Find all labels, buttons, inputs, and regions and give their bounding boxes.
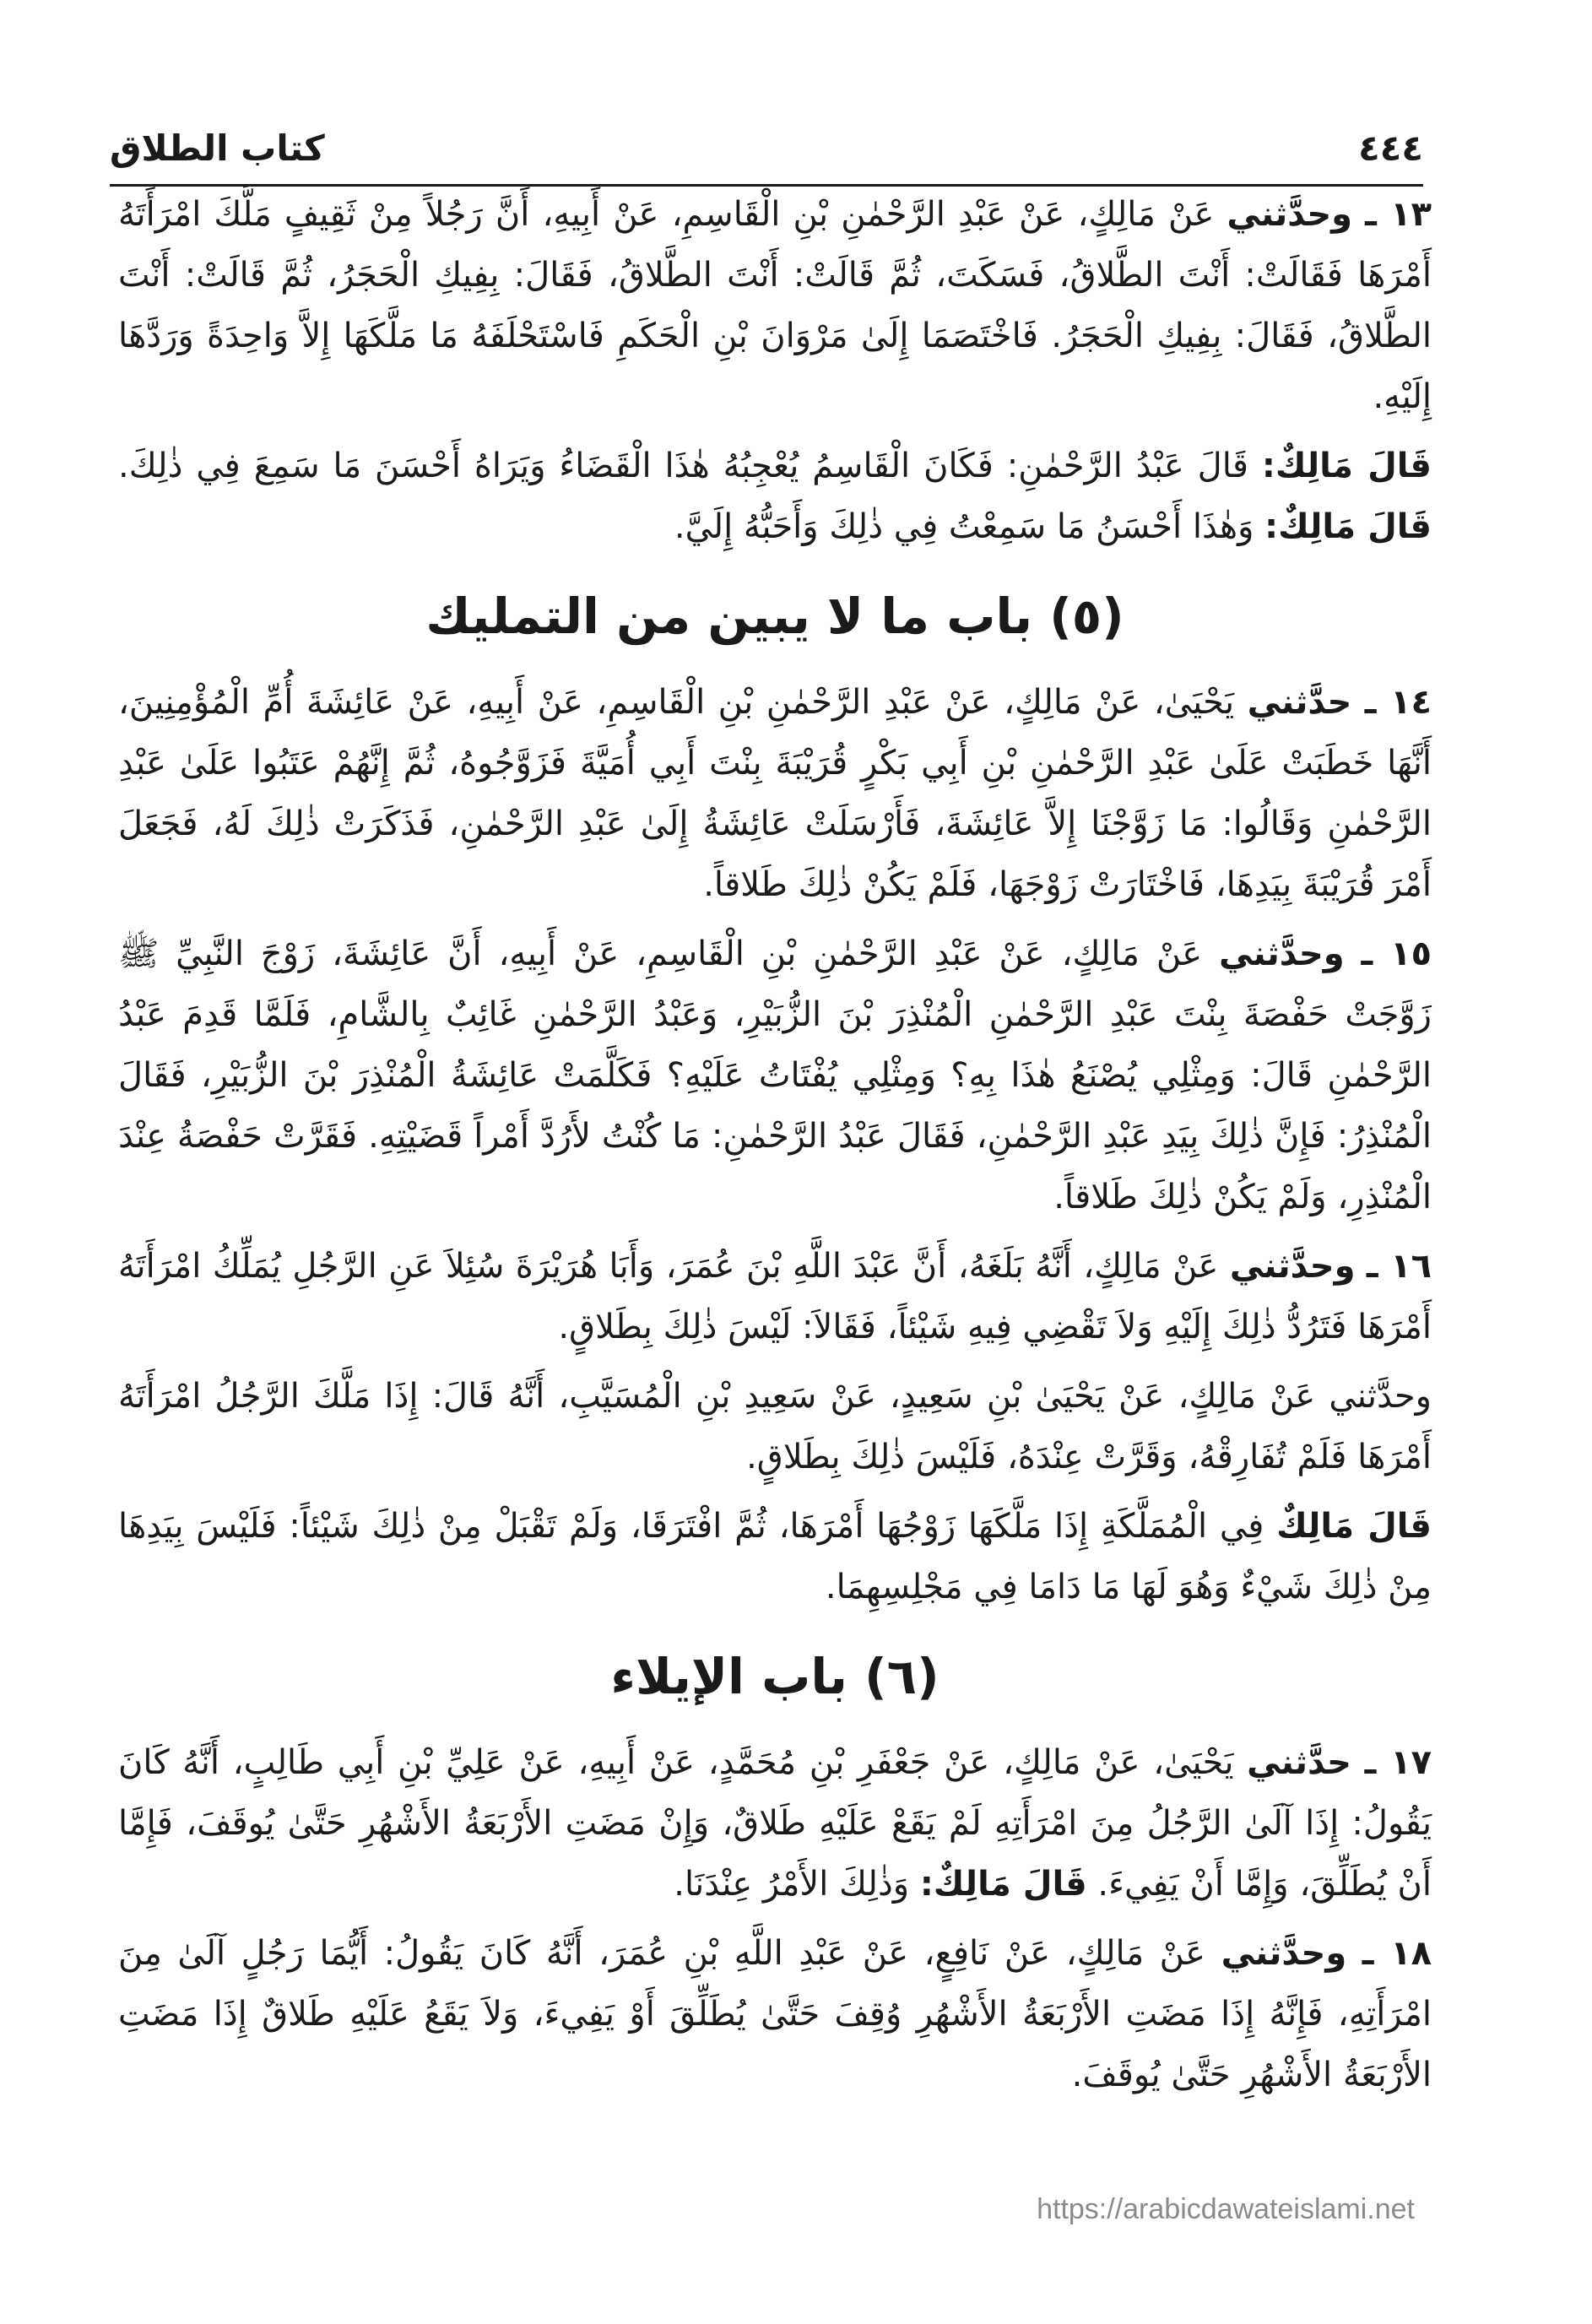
- comment-lead-2: قَالَ مَالِكٌ:: [1264, 507, 1432, 546]
- chapter-heading-5: (٥) باب ما لا يبين من التمليك: [425, 588, 1124, 645]
- narration-lead: حدَّثني: [1247, 1743, 1351, 1782]
- hadith-number: ١٣ ـ: [1365, 195, 1432, 234]
- hadith-17: [118, 1732, 1432, 1915]
- comment-text-2: وَهٰذَا أَحْسَنُ مَا سَمِعْتُ فِي ذٰلِكَ وَأَحَبُّهُ إِلَيَّ.: [674, 507, 1254, 546]
- hadith-text: يَحْيَىٰ، عَنْ مَالِكٍ، عَنْ جَعْفَرِ بْنِ مُحَمَّدٍ، عَنْ أَبِيهِ، عَنْ عَلِيِّ بْنِ أَبِي طَالِبٍ، أَنَّهُ كَانَ يَقُولُ: إِذَا آلَىٰ الرَّجُلُ مِنَ امْرَأَتِهِ لَمْ يَقَعْ عَلَيْهِ طَلاقٌ، وَإِنْ مَضَتِ الأَرْبَعَةُ الأَشْهُرِ حَتَّىٰ يُوقَفَ، فَإِمَّا أَنْ يُطَلِّقَ، وَإِمَّا أَنْ يَفِيءَ.: [118, 1743, 1432, 1904]
- narration-lead: وحدَّثني: [1221, 1934, 1347, 1973]
- narration-lead: وحدَّثني: [1218, 934, 1345, 973]
- malik-comment-16: [118, 1496, 1432, 1617]
- narration-lead: حدَّثني: [1247, 683, 1352, 722]
- running-head: [110, 89, 1423, 187]
- comment-lead: قَالَ مَالِكٌ: [1276, 1507, 1432, 1546]
- hadith-text: عَنْ مَالِكٍ، عَنْ عَبْدِ الرَّحْمٰنِ بْنِ الْقَاسِمِ، عَنْ أَبِيهِ، أَنَّ عَائِشَةَ، زَوْجَ النَّبِيِّ ﷺ زَوَّجَتْ حَفْصَةَ بِنْتَ عَبْدِ الرَّحْمٰنِ الْمُنْذِرَ بْنَ الزُّبَيْرِ، وَعَبْدُ الرَّحْمٰنِ غَائِبٌ بِالشَّامِ، فَلَمَّا قَدِمَ عَبْدُ الرَّحْمٰنِ قَالَ: وَمِثْلِي يُصْنَعُ هٰذَا بِهِ؟ وَمِثْلِي يُفْتَاتُ عَلَيْهِ؟ فَكَلَّمَتْ عَائِشَةُ الْمُنْذِرَ بْنَ الزُّبَيْرِ، فَقَالَ الْمُنْذِرُ: فَإِنَّ ذٰلِكَ بِيَدِ عَبْدِ الرَّحْمٰنِ، فَقَالَ عَبْدُ الرَّحْمٰنِ: مَا كُنْتُ لأَرُدَّ أَمْراً قَضَيْتِهِ. فَقَرَّتْ حَفْصَةُ عِنْدَ الْمُنْذِرِ، وَلَمْ يَكُنْ ذٰلِكَ طَلاقاً.: [118, 934, 1432, 1216]
- watermark-url: https://arabicdawateislami.net: [1037, 2193, 1415, 2225]
- comment-text: وَذٰلِكَ الأَمْرُ عِنْدَنَا.: [674, 1865, 910, 1904]
- hadith-14: [118, 672, 1432, 915]
- hadith-text: يَحْيَىٰ، عَنْ مَالِكٍ، عَنْ عَبْدِ الرَّحْمٰنِ بْنِ الْقَاسِمِ، عَنْ أَبِيهِ، عَنْ عَائِشَةَ أُمِّ الْمُؤْمِنِينَ، أَنَّهَا خَطَبَتْ عَلَىٰ عَبْدِ الرَّحْمٰنِ بْنِ أَبِي بَكْرٍ قُرَيْبَةَ بِنْتَ أَبِي أُمَيَّةَ فَزَوَّجُوهُ، ثُمَّ إِنَّهُمْ عَتَبُوا عَلَىٰ عَبْدِ الرَّحْمٰنِ وَقَالُوا: مَا زَوَّجْنَا إِلاَّ عَائِشَةَ، فَأَرْسَلَتْ عَائِشَةُ إِلَىٰ عَبْدِ الرَّحْمٰنِ، فَذَكَرَتْ ذٰلِكَ لَهُ، فَجَعَلَ أَمْرَ قُرَيْبَةَ بِيَدِهَا، فَاخْتَارَتْ زَوْجَهَا، فَلَمْ يَكُنْ ذٰلِكَ طَلاقاً.: [118, 683, 1432, 904]
- hadith-13: [118, 184, 1432, 427]
- hadith-number: ١٧ ـ: [1364, 1743, 1432, 1782]
- comment-lead: قَالَ مَالِكٌ:: [919, 1865, 1087, 1904]
- book-title: كتاب الطلاق: [110, 127, 325, 169]
- page-number: ٤٤٤: [1358, 127, 1423, 169]
- comment-text: قَالَ عَبْدُ الرَّحْمٰنِ: فَكَانَ الْقَاسِمُ يُعْجِبُهُ هٰذَا الْقَضَاءُ وَيَرَاهُ أَحْسَنَ مَا سَمِعَ فِي ذٰلِكَ.: [118, 447, 1249, 485]
- hadith-16: [118, 1236, 1432, 1357]
- hadith-number: ١٤ ـ: [1364, 683, 1432, 722]
- hadith-number: ١٥ ـ: [1361, 934, 1432, 973]
- hadith-text: عَنْ مَالِكٍ، عَنْ نَافِعٍ، عَنْ عَبْدِ اللَّهِ بْنِ عُمَرَ، أَنَّهُ كَانَ يَقُولُ: أَيُّمَا رَجُلٍ آلَىٰ مِنَ امْرَأَتِهِ، فَإِنَّهُ إِذَا مَضَتِ الأَرْبَعَةُ الأَشْهُرِ وُقِفَ حَتَّىٰ يُطَلِّقَ أَوْ يَفِيءَ، وَلاَ يَقَعُ عَلَيْهِ طَلاقٌ إِذَا مَضَتِ الأَرْبَعَةُ الأَشْهُرِ حَتَّىٰ يُوقَفَ.: [118, 1934, 1432, 2094]
- hadith-18: [118, 1923, 1432, 2105]
- chapter-heading-6: (٦) باب الإيلاء: [610, 1648, 939, 1705]
- hadith-16-continued: [118, 1366, 1432, 1487]
- hadith-text: وحدَّثني عَنْ مَالِكٍ، عَنْ يَحْيَىٰ بْنِ سَعِيدٍ، عَنْ سَعِيدِ بْنِ الْمُسَيَّبِ، أَنَّهُ قَالَ: إِذَا مَلَّكَ الرَّجُلُ امْرَأَتَهُ أَمْرَهَا فَلَمْ تُفَارِقْهُ، وَقَرَّتْ عِنْدَهُ، فَلَيْسَ ذٰلِكَ بِطَلاقٍ.: [118, 1377, 1432, 1476]
- comment-lead: قَالَ مَالِكٌ:: [1261, 447, 1432, 485]
- hadith-text: عَنْ مَالِكٍ، أَنَّهُ بَلَغَهُ، أَنَّ عَبْدَ اللَّهِ بْنَ عُمَرَ، وَأَبَا هُرَيْرَةَ سُئِلاَ عَنِ الرَّجُلِ يُمَلِّكُ امْرَأَتَهُ أَمْرَهَا فَتَرُدُّ ذٰلِكَ إِلَيْهِ وَلاَ تَقْضِي فِيهِ شَيْئاً، فَقَالاَ: لَيْسَ ذٰلِكَ بِطَلاقٍ.: [118, 1247, 1432, 1346]
- page-body: [118, 184, 1432, 2114]
- malik-comment-13: [118, 436, 1432, 557]
- hadith-number: ١٦ ـ: [1366, 1247, 1432, 1286]
- hadith-text: عَنْ مَالِكٍ، عَنْ عَبْدِ الرَّحْمٰنِ بْنِ الْقَاسِمِ، عَنْ أَبِيهِ، أَنَّ رَجُلاً مِنْ ثَقِيفٍ مَلَّكَ امْرَأَتَهُ أَمْرَهَا فَقَالَتْ: أَنْتَ الطَّلاقُ، فَسَكَتَ، ثُمَّ قَالَتْ: أَنْتَ الطَّلاقُ، فَقَالَ: بِفِيكِ الْحَجَرُ، ثُمَّ قَالَتْ: أَنْتَ الطَّلاقُ، فَقَالَ: بِفِيكِ الْحَجَرُ. فَاخْتَصَمَا إِلَىٰ مَرْوَانَ بْنِ الْحَكَمِ فَاسْتَحْلَفَهُ مَا مَلَّكَهَا إِلاَّ وَاحِدَةً وَرَدَّهَا إِلَيْهِ.: [118, 195, 1432, 416]
- hadith-15: [118, 924, 1432, 1227]
- comment-text: فِي الْمُمَلَّكَةِ إِذَا مَلَّكَهَا زَوْجُهَا أَمْرَهَا، ثُمَّ افْتَرَقَا، وَلَمْ تَقْبَلْ مِنْ ذٰلِكَ شَيْئاً: فَلَيْسَ بِيَدِهَا مِنْ ذٰلِكَ شَيْءٌ وَهُوَ لَهَا مَا دَامَا فِي مَجْلِسِهِمَا.: [118, 1507, 1432, 1606]
- narration-lead: وحدَّثني: [1226, 195, 1353, 234]
- narration-lead: وحدَّثني: [1229, 1247, 1356, 1286]
- hadith-number: ١٨ ـ: [1362, 1934, 1432, 1973]
